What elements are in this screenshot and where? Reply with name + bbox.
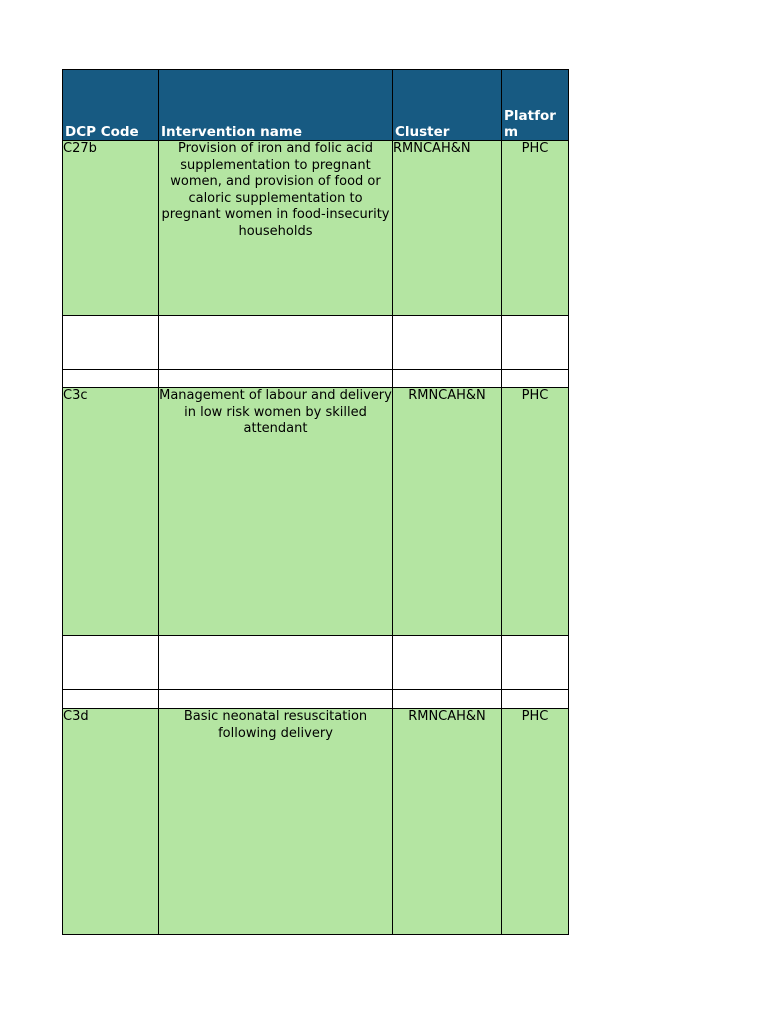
empty-cell — [393, 370, 502, 388]
empty-cell — [159, 316, 393, 370]
spacer-row — [63, 690, 569, 709]
header-row — [63, 70, 569, 141]
empty-cell — [393, 636, 502, 690]
platform-cell: PHC — [502, 709, 569, 935]
dcp-code-cell: C27b — [63, 141, 159, 316]
empty-cell — [63, 636, 159, 690]
empty-row — [63, 636, 569, 690]
spacer-row — [63, 370, 569, 388]
dcp-code-cell: C3d — [63, 709, 159, 935]
cluster-cell: RMNCAH&N — [393, 709, 502, 935]
header-intervention-name: Intervention name — [159, 70, 393, 141]
intervention-name-cell: Basic neonatal resuscitation following delivery — [159, 709, 393, 935]
platform-cell: PHC — [502, 141, 569, 316]
cluster-cell: RMNCAH&N — [393, 141, 502, 316]
empty-cell — [63, 370, 159, 388]
intervention-name-cell: Management of labour and delivery in low risk women by skilled attendant — [159, 388, 393, 636]
empty-cell — [159, 370, 393, 388]
empty-cell — [502, 316, 569, 370]
table-row — [63, 709, 569, 935]
empty-cell — [63, 690, 159, 709]
empty-cell — [502, 636, 569, 690]
table-row — [63, 141, 569, 316]
empty-cell — [393, 316, 502, 370]
intervention-table — [62, 69, 569, 935]
cluster-cell: RMNCAH&N — [393, 388, 502, 636]
header-cluster: Cluster — [393, 70, 502, 141]
intervention-name-cell: Provision of iron and folic acid supplementation to pregnant women, and provision of food or caloric supplementation to pregnant women in food-insecurity households — [159, 141, 393, 316]
table-row — [63, 388, 569, 636]
empty-cell — [502, 690, 569, 709]
header-platform: Platform — [502, 70, 569, 141]
empty-cell — [159, 690, 393, 709]
dcp-code-cell: C3c — [63, 388, 159, 636]
platform-cell: PHC — [502, 388, 569, 636]
empty-cell — [502, 370, 569, 388]
empty-row — [63, 316, 569, 370]
empty-cell — [159, 636, 393, 690]
empty-cell — [393, 690, 502, 709]
empty-cell — [63, 316, 159, 370]
header-dcp-code: DCP Code — [63, 70, 159, 141]
